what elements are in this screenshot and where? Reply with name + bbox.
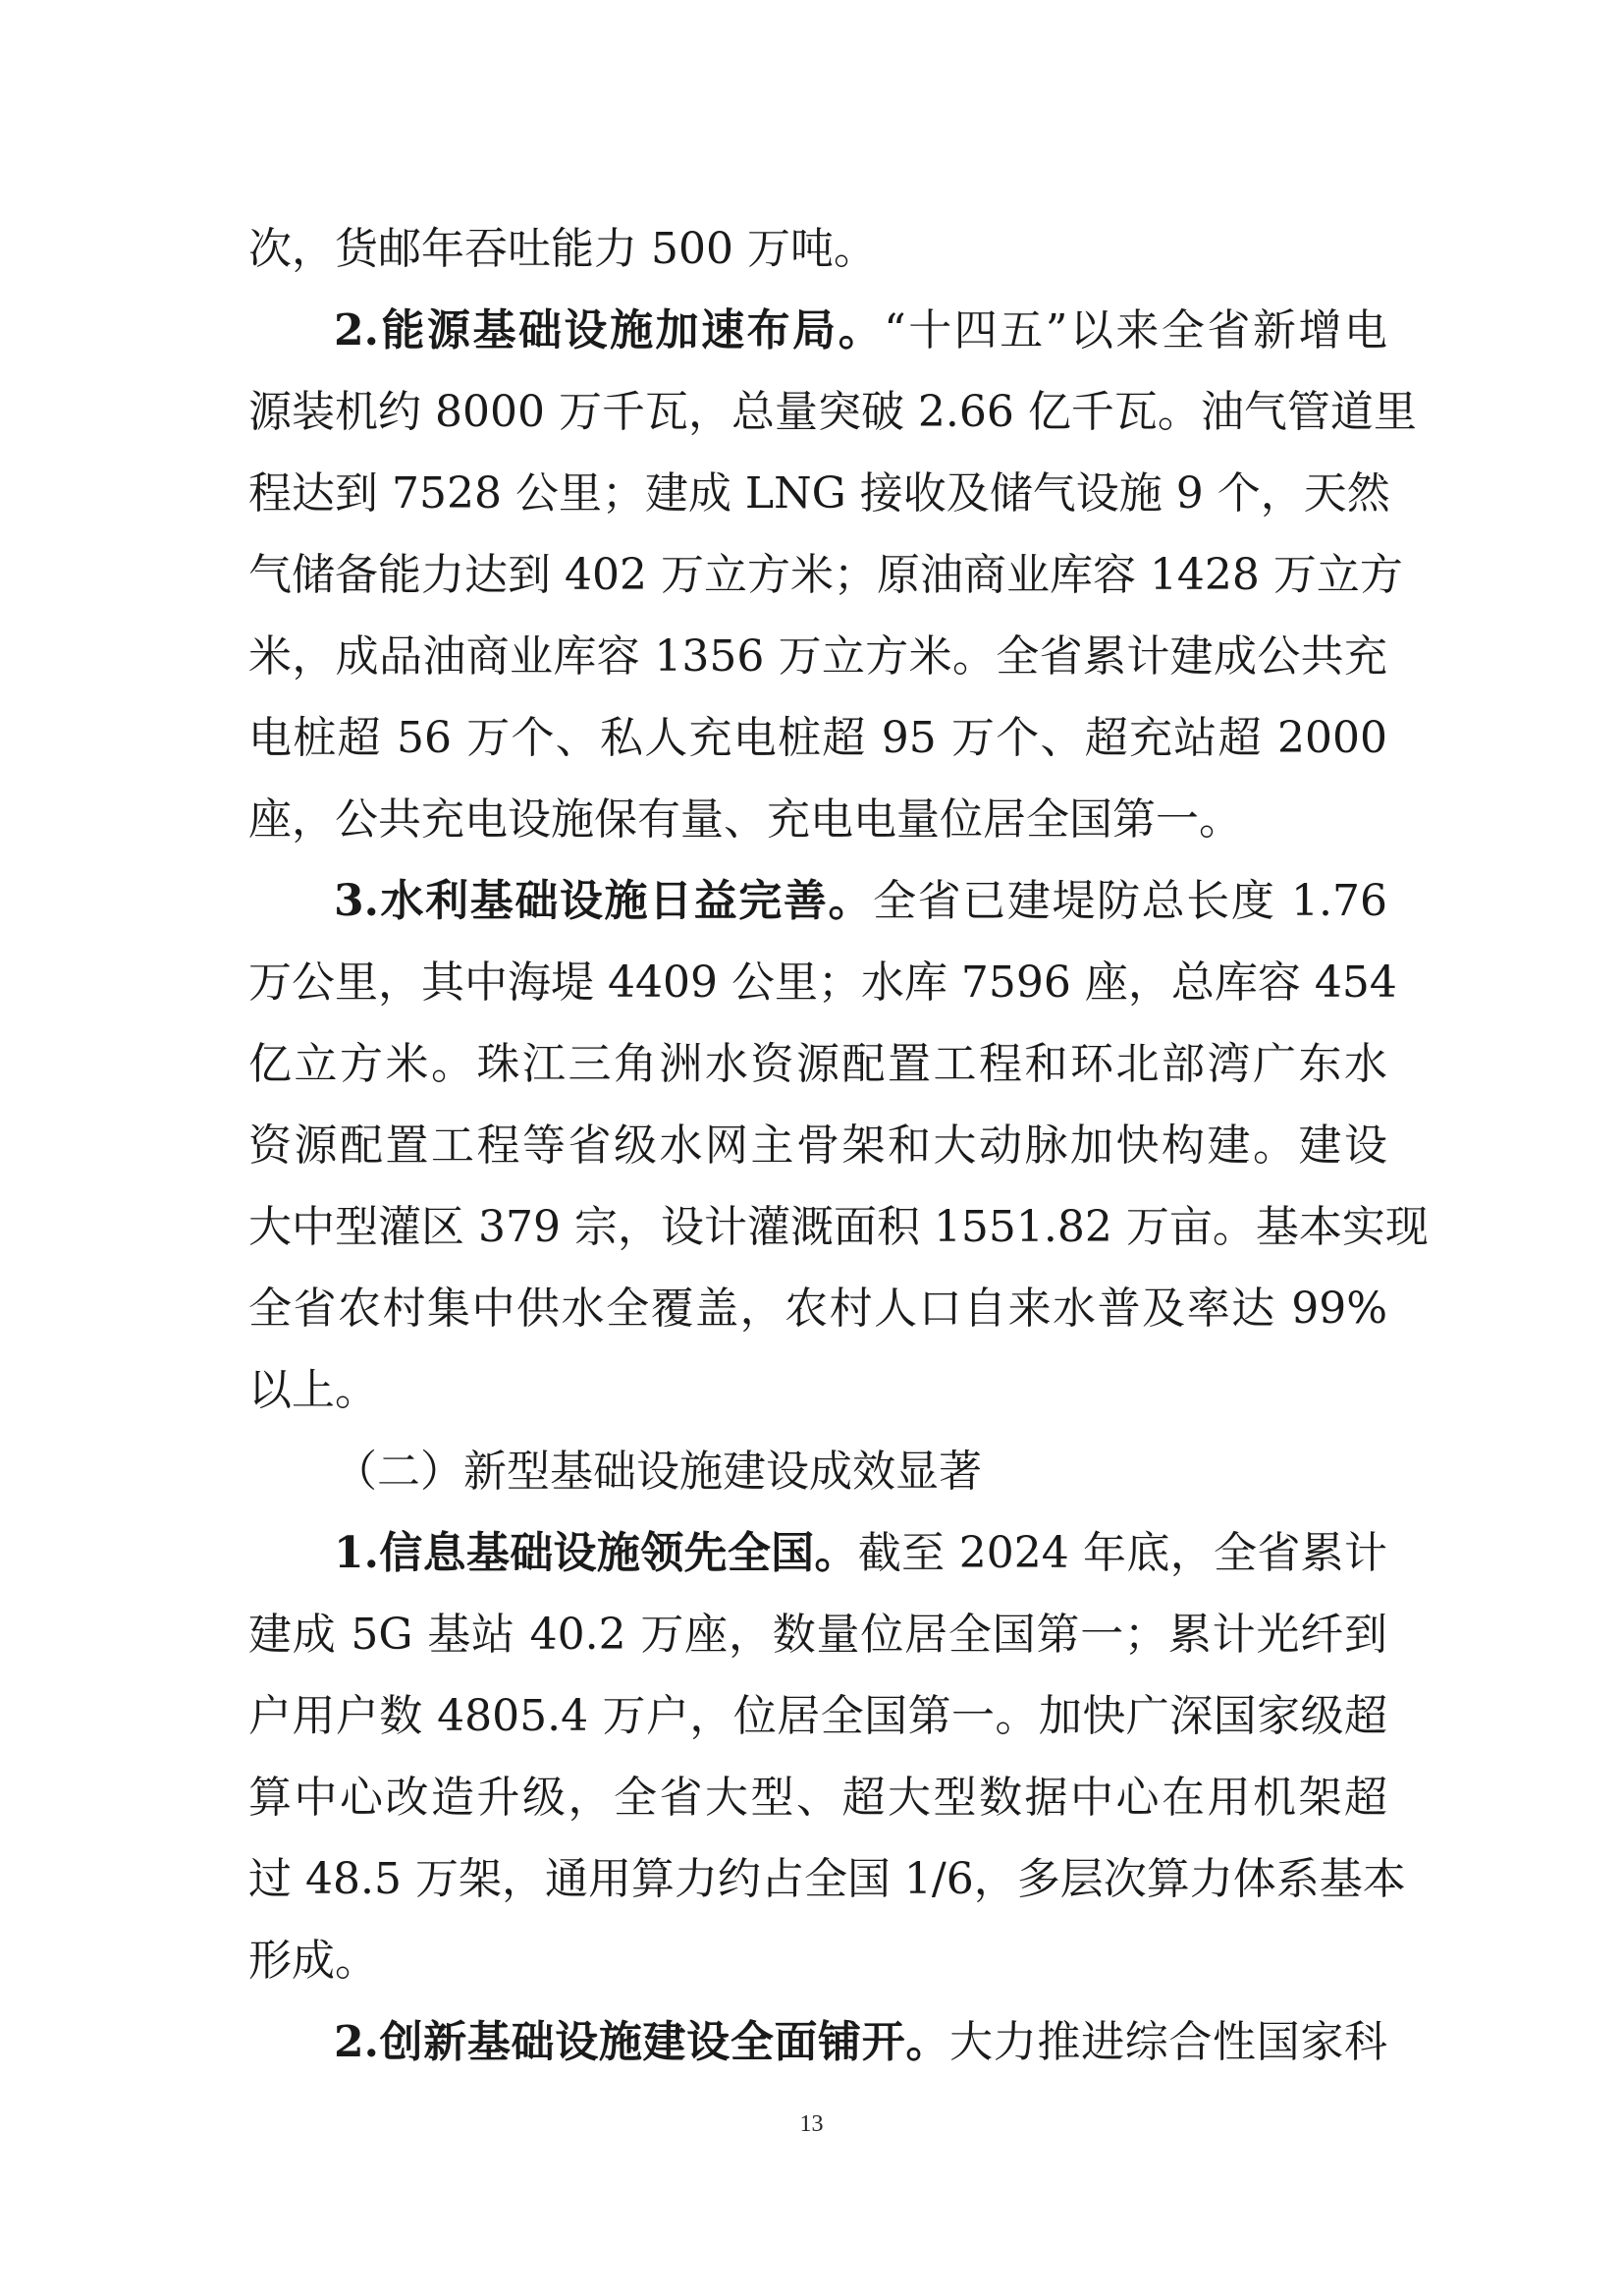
paragraph-innovation-heading: 2.创新基础设施建设全面铺开。 <box>334 2017 950 2067</box>
paragraph-water-line-6: 全省农村集中供水全覆盖，农村人口自来水普及率达 99% <box>248 1284 1387 1334</box>
paragraph-water-heading: 3.水利基础设施日益完善。 <box>334 876 874 926</box>
paragraph-energy-line-7: 座，公共充电设施保有量、充电电量位居全国第一。 <box>248 794 1242 845</box>
paragraph-water-text: 全省已建堤防总长度 1.76 <box>873 876 1387 926</box>
continuation-line: 次，货邮年吞吐能力 500 万吨。 <box>248 224 877 274</box>
paragraph-energy-line-4: 气储备能力达到 402 万立方米；原油商业库容 1428 万立方 <box>248 550 1403 600</box>
paragraph-innovation-line-1 <box>334 2002 1387 2083</box>
paragraph-innovation-text: 大力推进综合性国家科 <box>949 2017 1388 2067</box>
paragraph-info-heading: 1.信息基础设施领先全国。 <box>334 1528 858 1578</box>
paragraph-energy-line-1 <box>334 291 1387 371</box>
paragraph-water-line-4: 资源配置工程等省级水网主骨架和大动脉加快构建。建设 <box>248 1121 1387 1171</box>
paragraph-water-line-1 <box>334 861 1387 942</box>
paragraph-info-line-5: 过 48.5 万架，通用算力约占全国 1/6，多层次算力体系基本 <box>248 1854 1406 1904</box>
paragraph-info-line-3: 户用户数 4805.4 万户，位居全国第一。加快广深国家级超 <box>248 1691 1387 1741</box>
paragraph-energy-line-3: 程达到 7528 公里；建成 LNG 接收及储气设施 9 个，天然 <box>248 468 1390 519</box>
paragraph-energy-line-2: 源装机约 8000 万千瓦，总量突破 2.66 亿千瓦。油气管道里 <box>248 387 1417 437</box>
paragraph-energy-line-5: 米，成品油商业库容 1356 万立方米。全省累计建成公共充 <box>248 631 1387 682</box>
section-heading: （二）新型基础设施建设成效显著 <box>334 1447 982 1497</box>
paragraph-info-line-6: 形成。 <box>248 1936 378 1986</box>
paragraph-water-line-7: 以上。 <box>248 1365 378 1415</box>
paragraph-water-line-3: 亿立方米。珠江三角洲水资源配置工程和环北部湾广东水 <box>248 1039 1387 1089</box>
paragraph-water-line-5: 大中型灌区 379 宗，设计灌溉面积 1551.82 万亩。基本实现 <box>248 1202 1429 1252</box>
paragraph-info-line-4: 算中心改造升级，全省大型、超大型数据中心在用机架超 <box>248 1773 1387 1823</box>
paragraph-energy-line-6: 电桩超 56 万个、私人充电桩超 95 万个、超充站超 2000 <box>248 713 1387 763</box>
paragraph-energy-text: “十四五”以来全省新增电 <box>884 305 1387 355</box>
paragraph-energy-heading: 2.能源基础设施加速布局。 <box>334 305 885 355</box>
paragraph-info-line-2: 建成 5G 基站 40.2 万座，数量位居全国第一；累计光纤到 <box>248 1610 1387 1660</box>
page-number: 13 <box>799 2111 824 2137</box>
paragraph-info-text: 截至 2024 年底，全省累计 <box>857 1528 1387 1578</box>
paragraph-info-line-1 <box>334 1513 1387 1594</box>
paragraph-water-line-2: 万公里，其中海堤 4409 公里；水库 7596 座，总库容 454 <box>248 957 1397 1008</box>
